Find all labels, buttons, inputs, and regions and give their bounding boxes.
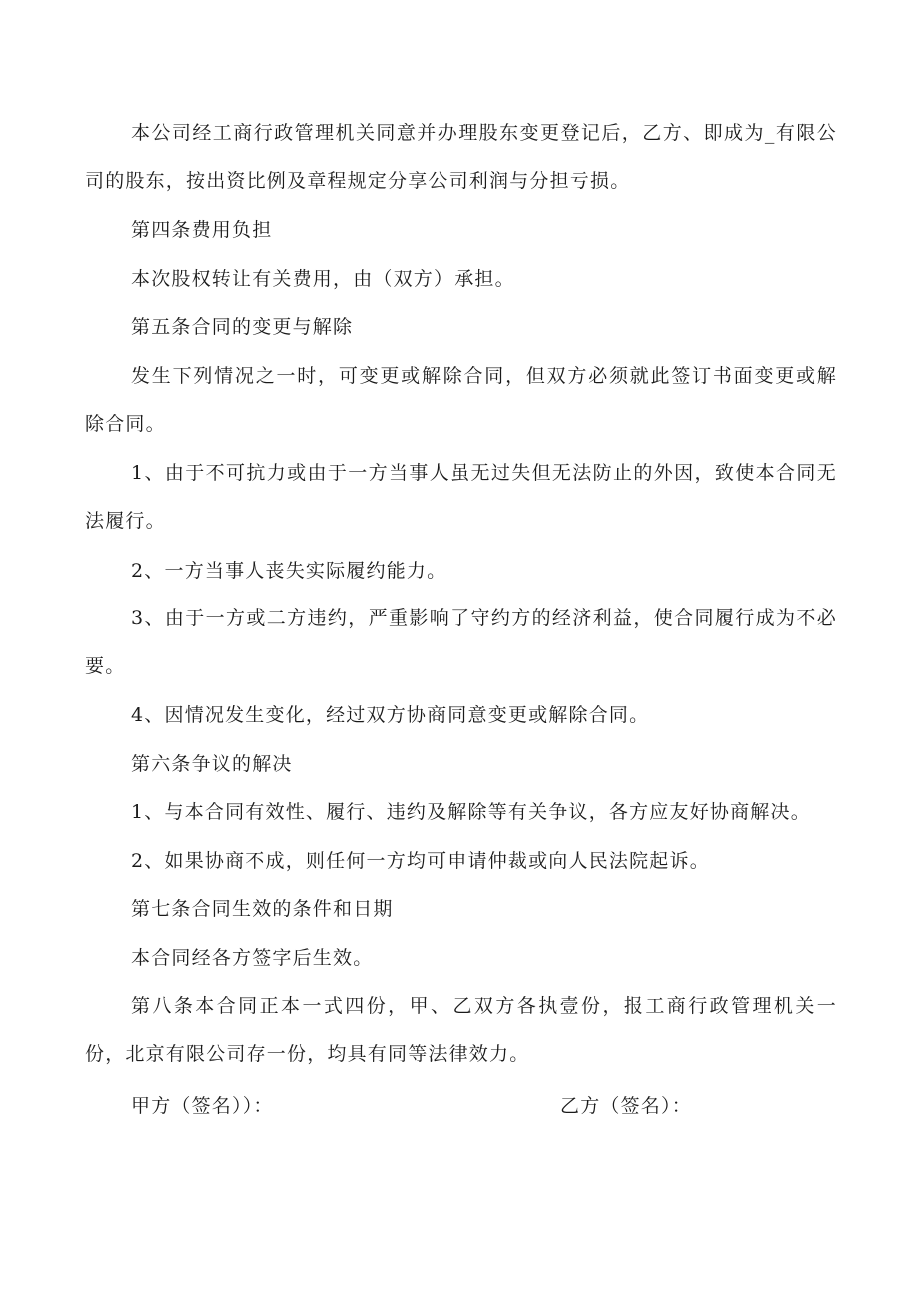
heading-article-4: 第四条费用负担 [131, 219, 273, 241]
list-item-incapacity: 2、一方当事人丧失实际履约能力。 [131, 560, 448, 582]
party-a-signature-label: 甲方（签名））： [131, 1095, 274, 1117]
list-item-arbitration: 2、如果协商不成，则任何一方均可申请仲裁或向人民法院起诉。 [131, 850, 710, 872]
heading-article-7: 第七条合同生效的条件和日期 [131, 898, 394, 920]
party-b-signature-label: 乙方（签名）： [560, 1095, 692, 1117]
paragraph-effective: 本合同经各方签字后生效。 [131, 947, 374, 969]
paragraph-change-conditions: 发生下列情况之一时，可变更或解除合同，但双方必须就此签订书面变更或解除合同。 [85, 365, 837, 435]
paragraph-article-8-copies: 第八条本合同正本一式四份，甲、乙双方各执壹份，报工商行政管理机关一份，北京有限公司存一份，均具有同等法律效力。 [85, 995, 837, 1065]
paragraph-shareholder-registration: 本公司经工商行政管理机关同意并办理股东变更登记后，乙方、即成为_有限公司的股东，按出资比例及章程规定分享公司利润与分担亏损。 [85, 122, 837, 192]
list-item-negotiation: 1、与本合同有效性、履行、违约及解除等有关争议，各方应友好协商解决。 [131, 801, 811, 823]
list-item-force-majeure: 1、由于不可抗力或由于一方当事人虽无过失但无法防止的外因，致使本合同无法履行。 [85, 462, 837, 532]
heading-article-5: 第五条合同的变更与解除 [131, 316, 354, 338]
list-item-circumstance-change: 4、因情况发生变化，经过双方协商同意变更或解除合同。 [131, 704, 650, 726]
paragraph-expense: 本次股权转让有关费用，由（双方）承担。 [131, 268, 515, 290]
heading-article-6: 第六条争议的解决 [131, 753, 293, 775]
list-item-breach: 3、由于一方或二方违约，严重影响了守约方的经济利益，使合同履行成为不必要。 [85, 607, 837, 677]
